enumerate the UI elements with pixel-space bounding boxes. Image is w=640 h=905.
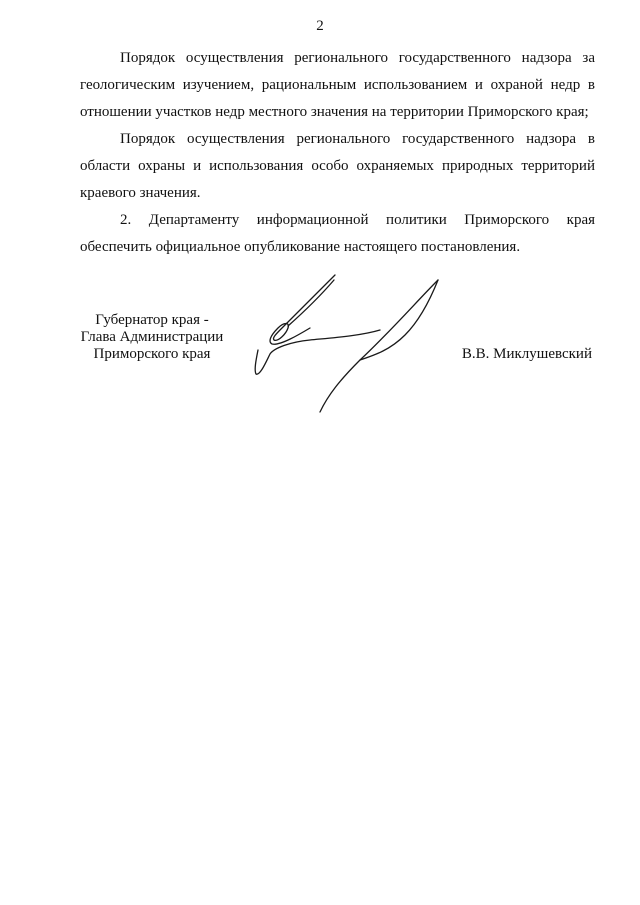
text-line: Порядок осуществления регионального государственного надзора в — [120, 131, 595, 147]
signer-position-line: Приморского края — [93, 346, 211, 362]
page-number: 2 — [316, 18, 324, 34]
signer-name: В.В. Миклушевский — [461, 346, 592, 362]
text-line: краевого значения. — [80, 185, 201, 201]
text-line: отношении участков недр местного значения на территории Приморского края; — [80, 104, 589, 120]
text-line: геологическим изучением, рациональным использованием и охраной недр в — [80, 77, 595, 93]
text-line: 2. Департаменту информационной политики Приморского края — [120, 212, 595, 228]
handwritten-signature — [240, 270, 460, 420]
paragraph-publication-order — [80, 207, 595, 261]
signer-position — [78, 312, 226, 363]
text-line: области охраны и использования особо охраняемых природных территорий — [80, 158, 595, 174]
signer-position-line: Губернатор края - — [95, 312, 209, 328]
document-body — [80, 45, 595, 261]
text-line: Порядок осуществления регионального государственного надзора за — [120, 50, 595, 66]
paragraph-protected-areas-supervision — [80, 126, 595, 207]
signature-block — [0, 300, 640, 440]
text-line: обеспечить официальное опубликование настоящего постановления. — [80, 239, 521, 255]
signer-position-line: Глава Администрации — [80, 329, 224, 345]
paragraph-geological-supervision — [80, 45, 595, 126]
